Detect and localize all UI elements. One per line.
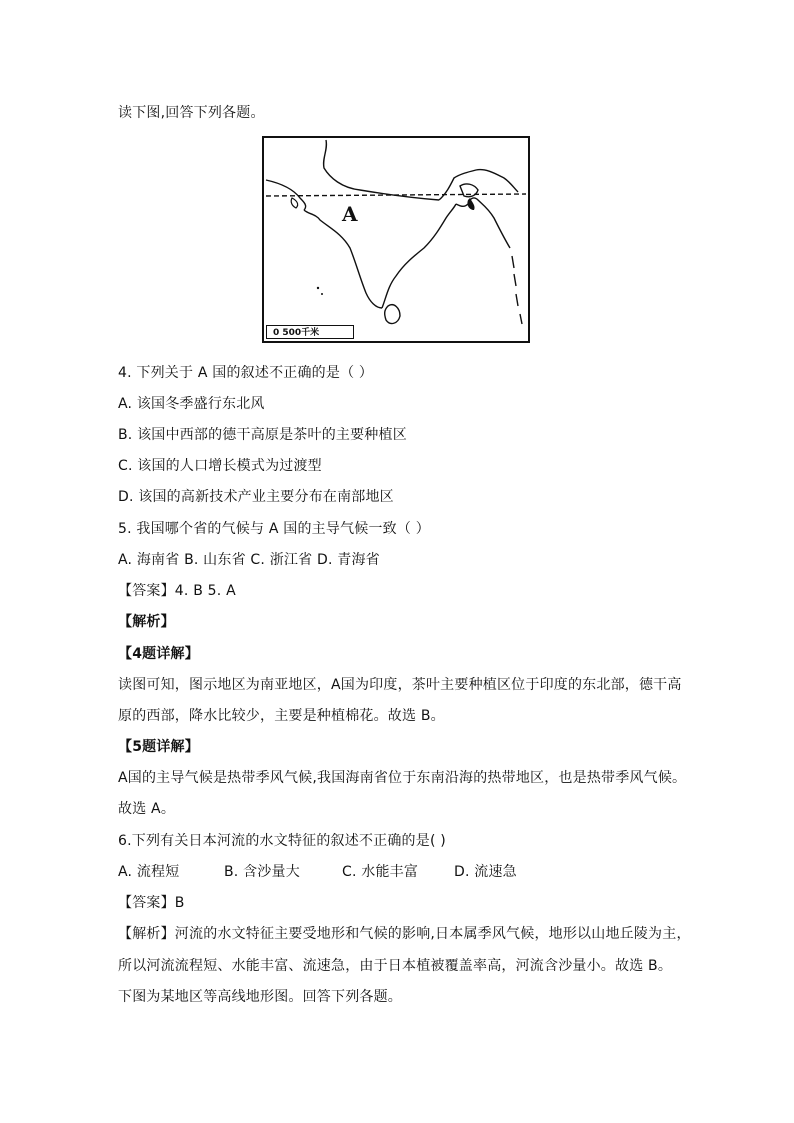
q4-detail-line-1: 读图可知，图示地区为南亚地区，A国为印度，茶叶主要种植区位于印度的东北部，德干高 [118,677,682,693]
q6-option-b: B. 含沙量大 [224,864,300,880]
q4-option-c: C. 该国的人口增长模式为过渡型 [118,458,322,474]
q4-option-a: A. 该国冬季盛行东北风 [118,396,265,412]
scale-bar [266,325,354,339]
scale-text: 0 500千米 [273,328,320,338]
q5-detail-line-2: 故选 A。 [118,801,176,817]
india-map [262,136,530,343]
q6-option-d: D. 流速急 [454,864,517,880]
q6-option-a: A. 流程短 [118,864,180,880]
q4-option-b: B. 该国中西部的德干高原是茶叶的主要种植区 [118,427,407,443]
q4-detail-line-2: 原的西部，降水比较少，主要是种植棉花。故选 B。 [118,708,445,724]
q5-detail-line-1: A国的主导气候是热带季风气候,我国海南省位于东南沿海的热带地区，也是热带季风气候。 [118,770,687,786]
q6-options [118,863,517,881]
next-intro-text: 下图为某地区等高线地形图。回答下列各题。 [118,989,402,1005]
q6-stem: 6.下列有关日本河流的水文特征的叙述不正确的是( ) [118,833,446,849]
q5-stem: 5. 我国哪个省的气候与 A 国的主导气候一致（ ） [118,521,430,537]
analysis-heading: 【解析】 [118,614,175,630]
q6-option-c: C. 水能丰富 [342,864,419,880]
q6-analysis-line-1: 【解析】河流的水文特征主要受地形和气候的影响,日本属季风气候，地形以山地丘陵为主， [118,926,691,942]
q5-options: A. 海南省 B. 山东省 C. 浙江省 D. 青海省 [118,552,380,568]
q5-detail-heading: 【5题详解】 [118,739,199,755]
q4-option-d: D. 该国的高新技术产业主要分布在南部地区 [118,489,394,505]
india-map-outline [264,138,528,341]
q6-analysis-line-2: 所以河流流程短、水能丰富、流速急，由于日本植被覆盖率高，河流含沙量小。故选 B。 [118,958,673,974]
country-a-label: A [342,202,358,226]
q4-detail-heading: 【4题详解】 [118,646,199,662]
answer-4-5: 【答案】4. B 5. A [118,583,236,599]
answer-6: 【答案】B [118,895,185,911]
intro-text: 读下图,回答下列各题。 [118,105,265,121]
q4-stem: 4. 下列关于 A 国的叙述不正确的是（ ） [118,365,374,381]
